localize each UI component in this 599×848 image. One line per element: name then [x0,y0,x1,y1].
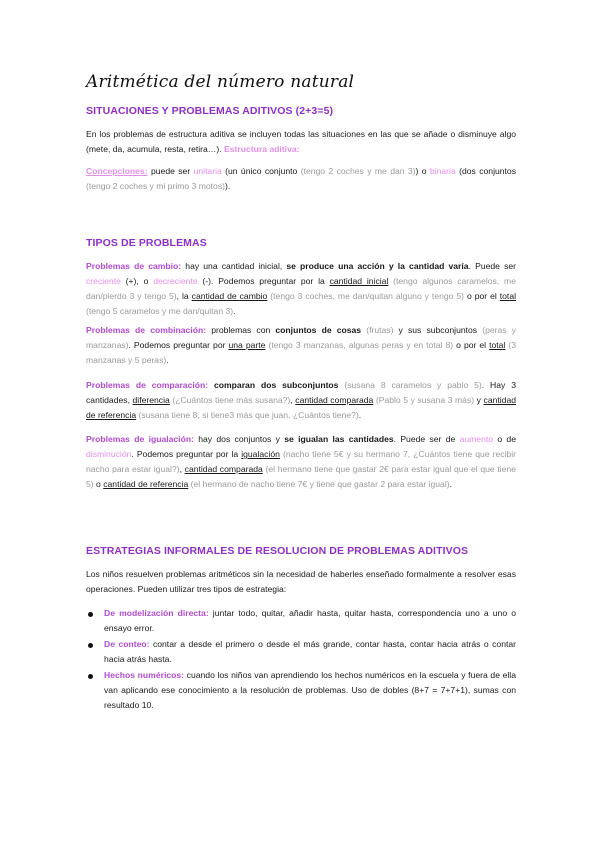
text: o por el [453,340,490,350]
list-item [86,637,516,667]
underlined-term: cantidad inicial [329,276,389,286]
igualacion-label: Problemas de igualación: [86,434,194,444]
text: y [474,395,484,405]
underlined-term: total [489,340,506,350]
text: , [179,464,185,474]
example: (tengo 3 coches, me dan/quitan alguno y tengo 5) [267,291,465,301]
paragraph-cambio [86,259,516,319]
bold-text: conjuntos de cosas [275,325,362,335]
underlined-term: diferencia [132,395,170,405]
text: o por el [464,291,500,301]
term-unitaria: unitaria [193,166,222,176]
underlined-term: una parte [228,340,266,350]
bullet-icon [88,612,93,617]
text: . [233,306,236,316]
underlined-term: total [499,291,517,301]
text: (dos conjuntos [455,166,517,176]
underlined-term: igualación [241,449,280,459]
example: (Pablo 5 y susana 3 más) [373,395,475,405]
bold-text: se produce una acción y la cantidad varía [286,261,469,271]
example: (¿Cuántos tiene más susana?) [169,395,291,405]
strategy-text: cuando los niños van aprendiendo los hechos numéricos en la escuela y fuera de ella van aplicando ese conocimiento a la resolución de problemas. Uso de dobles (8+7 = 7+7+1), sumas con resultado 10. [104,670,516,710]
text: ). [225,181,231,191]
text: . Podemos preguntar por la [131,449,242,459]
strategy-label: De modelización directa: [104,608,209,618]
page-title: Aritmética del número natural [86,72,355,92]
text: . Hay 3 cantidades, [86,380,516,405]
paragraph-comparacion [86,378,516,423]
bullet-icon [88,643,93,648]
example: (peras y manzanas) [86,325,516,350]
example: (susana tiene 8, si tiene3 más que juan, ¿Cuántos tiene?) [136,410,359,420]
text: o [93,479,104,489]
text: o de [493,434,516,444]
strategy-list [86,606,516,714]
example: (frutas) [361,325,394,335]
text: . Puede ser [468,261,517,271]
text: (un único conjunto [221,166,301,176]
text: y sus subconjuntos [393,325,483,335]
text: hay una cantidad inicial, [181,261,287,271]
bold-text: se igualan las cantidades [284,434,394,444]
section-heading-situaciones: SITUACIONES Y PROBLEMAS ADITIVOS (2+3=5) [86,105,334,117]
paragraph-igualacion [86,432,516,492]
paragraph-estrategias-intro: Los niños resuelven problemas aritméticos sin la necesidad de haberles enseñado formalmente a resolver esas operaciones. Pueden utilizar tres tipos de estrategia: [86,569,516,594]
text: . [166,355,169,365]
example: (3 manzanas y 5 peras) [86,340,517,365]
underlined-term: cantidad comparada [184,464,263,474]
text: hay dos conjuntos y [193,434,285,444]
term-creciente: creciente [86,276,121,286]
paragraph-intro [86,127,516,157]
concepciones-label: Concepciones: [86,166,148,176]
paragraph-combinacion [86,323,516,368]
text: problemas con [206,325,276,335]
example: (tengo algunos caramelos, me dan/pierdo 3 y tengo 5) [86,276,516,301]
strategy-text: contar a desde el primero o desde el más grande, contar hasta, contar hacia atrás o contar hacia atrás hasta. [104,639,516,664]
example: (nacho tiene 5€ y su hermano 7, ¿Cuántos tiene que recibir nacho para estar igual?) [86,449,516,474]
text: . [449,479,452,489]
strategy-label: Hechos numéricos: [104,670,185,680]
term-aumento: aumento [459,434,494,444]
paragraph-concepciones [86,164,516,194]
example: (tengo 2 coches y me dan 3) [300,166,416,176]
strategy-label: De conteo: [104,639,150,649]
intro-label: Estructura aditiva: [224,144,300,154]
bullet-icon [88,674,93,679]
text: , la [176,291,192,301]
intro-text: En los problemas de estructura aditiva se incluyen todas las situaciones en las que se añade o disminuye algo (mete, da, acumula, resta, retira…). [86,129,516,154]
text: (+), o [120,276,154,286]
underlined-term: cantidad comparada [295,395,374,405]
term-disminucion: disminución [86,449,132,459]
text: ) o [415,166,430,176]
term-binaria: binaria [429,166,456,176]
section-heading-tipos: TIPOS DE PROBLEMAS [86,237,207,249]
list-item [86,606,516,636]
combinacion-label: Problemas de combinación: [86,325,207,335]
list-item [86,668,516,713]
comparacion-label: Problemas de comparación: [86,380,209,390]
example: (tengo 3 manzanas, algunas peras y en total 8) [265,340,454,350]
section-heading-estrategias: ESTRATEGIAS INFORMALES DE RESOLUCION DE PROBLEMAS ADITIVOS [86,545,469,557]
example: (el hermano de nacho tiene 7€ y tiene que gastar 2 para estar igual) [188,479,450,489]
text: . Puede ser de [393,434,460,444]
example: (tengo 2 coches y mi primo 3 motos) [86,181,225,191]
text: , [290,395,296,405]
term-decreciente: decreciente [153,276,198,286]
cambio-label: Problemas de cambio: [86,261,182,271]
strategy-text: juntar todo, quitar, añadir hasta, quitar hasta, correspondencia uno a uno o ensayo error. [104,608,516,633]
example: (susana 8 caramelos y pablo 5) [338,380,482,390]
text: (-). Podemos preguntar por la [197,276,330,286]
underlined-term: cantidad de referencia [86,395,517,420]
example: (tengo 5 caramelos y me dan/quitan 3) [86,306,234,316]
text: . [358,410,362,420]
underlined-term: cantidad de cambio [191,291,268,301]
text: puede ser [147,166,194,176]
underlined-term: cantidad de referencia [103,479,189,489]
text: . Podemos preguntar por [128,340,229,350]
example: (el hermano tiene que gastar 2€ para estar igual que el que tiene 5) [86,464,517,489]
bold-text: comparan dos subconjuntos [208,380,339,390]
